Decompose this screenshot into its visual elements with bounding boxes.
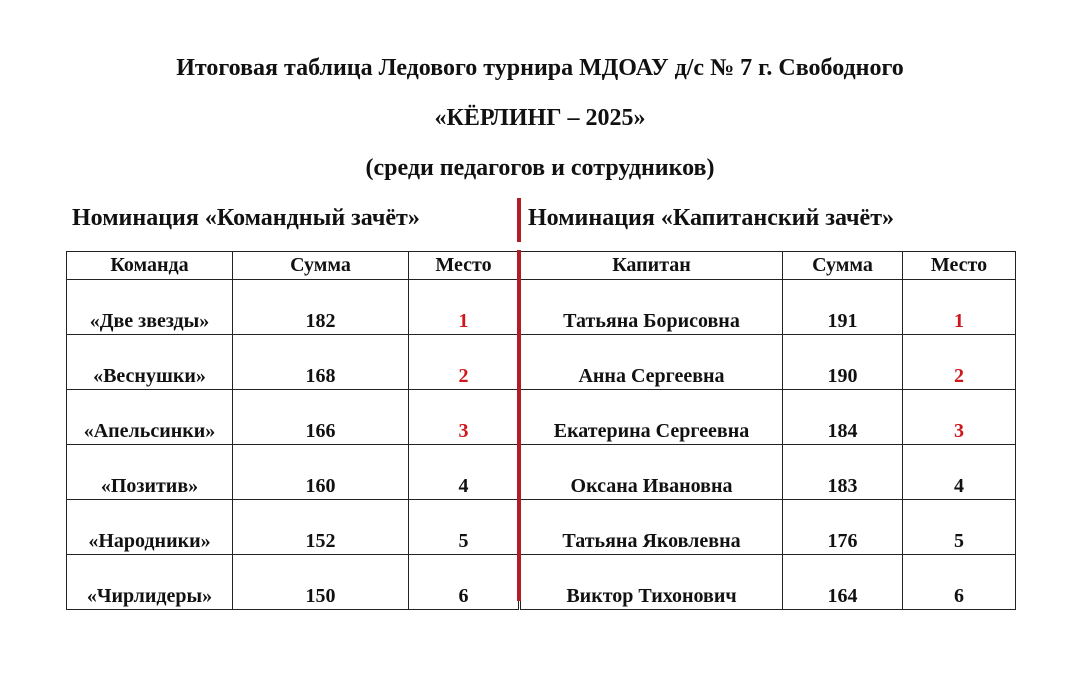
table-row <box>521 500 1016 555</box>
captain-name: Анна Сергеевна <box>521 335 783 390</box>
captain-sum: 176 <box>783 500 903 555</box>
table-row <box>521 335 1016 390</box>
team-place: 5 <box>409 500 519 555</box>
captain-nomination-title: Номинация «Капитанский зачёт» <box>528 205 894 231</box>
captain-sum: 183 <box>783 445 903 500</box>
column-header-team: Команда <box>67 252 233 280</box>
table-row <box>521 445 1016 500</box>
captain-place: 4 <box>903 445 1016 500</box>
captain-place: 3 <box>903 390 1016 445</box>
captain-sum: 191 <box>783 280 903 335</box>
team-place: 3 <box>409 390 519 445</box>
captain-results-table <box>520 251 1016 610</box>
table-row <box>67 500 519 555</box>
captain-place: 5 <box>903 500 1016 555</box>
column-header-sum: Сумма <box>783 252 903 280</box>
table-row <box>521 390 1016 445</box>
column-header-sum: Сумма <box>233 252 409 280</box>
team-sum: 182 <box>233 280 409 335</box>
team-place: 4 <box>409 445 519 500</box>
table-row <box>67 555 519 610</box>
column-header-captain: Капитан <box>521 252 783 280</box>
team-sum: 160 <box>233 445 409 500</box>
captain-place: 1 <box>903 280 1016 335</box>
column-header-place: Место <box>903 252 1016 280</box>
captain-sum: 184 <box>783 390 903 445</box>
table-row <box>67 445 519 500</box>
team-name: «Народники» <box>67 500 233 555</box>
captain-sum: 190 <box>783 335 903 390</box>
team-name: «Две звезды» <box>67 280 233 335</box>
captain-name: Екатерина Сергеевна <box>521 390 783 445</box>
team-name: «Веснушки» <box>67 335 233 390</box>
table-row <box>67 280 519 335</box>
participants-note: (среди педагогов и сотрудников) <box>365 155 715 181</box>
captain-name: Виктор Тихонович <box>521 555 783 610</box>
column-header-place: Место <box>409 252 519 280</box>
team-sum: 150 <box>233 555 409 610</box>
team-nomination-title: Номинация «Командный зачёт» <box>72 205 420 231</box>
team-sum: 168 <box>233 335 409 390</box>
team-sum: 166 <box>233 390 409 445</box>
captain-sum: 164 <box>783 555 903 610</box>
captain-name: Оксана Ивановна <box>521 445 783 500</box>
table-row <box>521 280 1016 335</box>
captain-table-header <box>521 252 1016 280</box>
team-place: 6 <box>409 555 519 610</box>
captain-place: 6 <box>903 555 1016 610</box>
tournament-name: «КЁРЛИНГ – 2025» <box>434 105 646 131</box>
team-results-table <box>66 251 519 610</box>
team-place: 1 <box>409 280 519 335</box>
captain-name: Татьяна Борисовна <box>521 280 783 335</box>
document-title: Итоговая таблица Ледового турнира МДОАУ д/с № 7 г. Свободного <box>176 55 904 81</box>
captain-name: Татьяна Яковлевна <box>521 500 783 555</box>
team-name: «Позитив» <box>67 445 233 500</box>
table-row <box>67 335 519 390</box>
nomination-divider <box>517 198 521 242</box>
team-place: 2 <box>409 335 519 390</box>
table-row <box>521 555 1016 610</box>
team-sum: 152 <box>233 500 409 555</box>
team-table-header <box>67 252 519 280</box>
captain-place: 2 <box>903 335 1016 390</box>
table-divider <box>517 250 521 601</box>
team-name: «Апельсинки» <box>67 390 233 445</box>
table-row <box>67 390 519 445</box>
team-name: «Чирлидеры» <box>67 555 233 610</box>
